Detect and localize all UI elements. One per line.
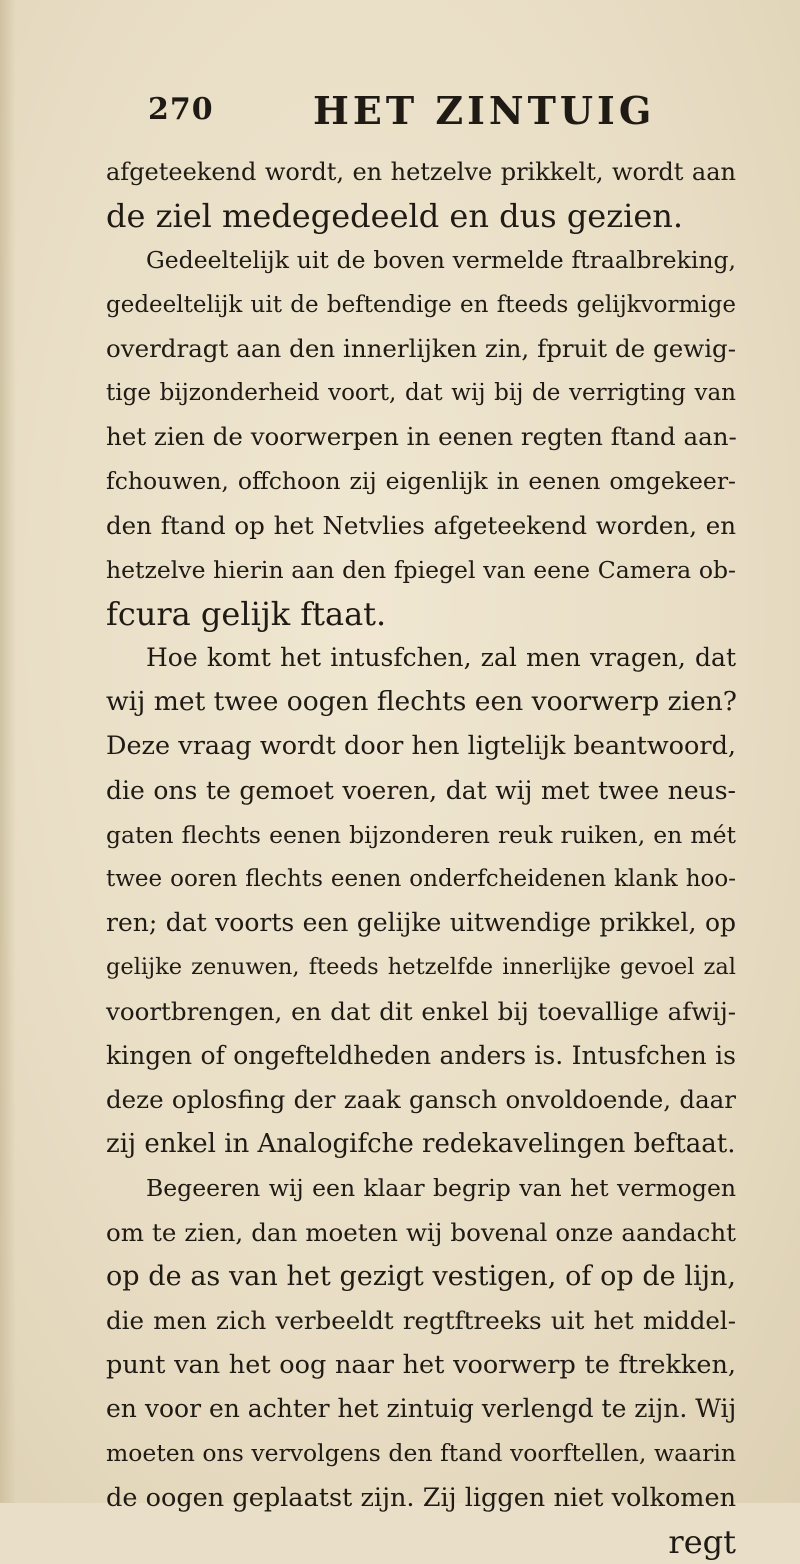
text-line: zij enkel in Analogifche redekavelingen beftaat. xyxy=(106,1129,736,1160)
text-line: deze oplosfing der zaak gansch onvoldoende, daar xyxy=(106,1084,736,1114)
text-line: hetzelve hierin aan den fpiegel van eene Camera ob- xyxy=(106,555,736,584)
text-line: de oogen geplaatst zijn. Zij liggen niet volkomen xyxy=(106,1482,736,1513)
text-line: punt van het oog naar het voorwerp te ftrekken, xyxy=(106,1350,736,1381)
text-line: wij met twee oogen flechts een voorwerp zien? xyxy=(106,686,738,718)
text-line: gedeeltelijk uit de beftendige en fteeds gelijkvormige xyxy=(106,291,736,318)
page-number: 270 xyxy=(148,92,214,127)
body-text xyxy=(106,150,736,1564)
text-line: ren; dat voorts een gelijke uitwendige prikkel, op xyxy=(106,908,736,938)
text-line: die men zich verbeeldt regtftreeks uit het middel- xyxy=(106,1305,736,1335)
text-line: Gedeeltelijk uit de boven vermelde ftraalbreking, xyxy=(146,246,736,275)
text-line: om te zien, dan moeten wij bovenal onze aandacht xyxy=(106,1217,736,1247)
text-line: op de as van het gezigt vestigen, of op de lijn, xyxy=(106,1260,736,1292)
text-line: moeten ons vervolgens den ftand voorftellen, waarin xyxy=(106,1439,736,1468)
text-line: Begeeren wij een klaar begrip van het vermogen xyxy=(146,1174,736,1203)
catchword: regt xyxy=(668,1522,736,1561)
page-edge-shadow xyxy=(0,0,16,1503)
text-line: Deze vraag wordt door hen ligtelijk beantwoord, xyxy=(106,731,736,762)
text-line: fcura gelijk ftaat. xyxy=(106,594,387,633)
text-line: het zien de voorwerpen in eenen regten ftand aan- xyxy=(106,422,737,452)
text-line: Hoe komt het intusfchen, zal men vragen, dat xyxy=(146,643,736,673)
text-line: fchouwen, offchoon zij eigenlijk in eenen omgekeer- xyxy=(106,467,736,496)
text-line: overdragt aan den innerlijken zin, fpruit de gewig- xyxy=(106,333,736,363)
text-line: twee ooren flechts eenen onderfcheidenen klank hoo- xyxy=(106,866,736,892)
running-title: HET ZINTUIG xyxy=(313,88,656,133)
text-line: afgeteekend wordt, en hetzelve prikkelt, wordt aan xyxy=(106,158,736,186)
text-line: die ons te gemoet voeren, dat wij met twee neus- xyxy=(106,775,736,805)
text-line: gelijke zenuwen, fteeds hetzelfde innerlijke gevoel zal xyxy=(106,954,736,981)
text-line: gaten flechts eenen bijzonderen reuk ruiken, en mét xyxy=(106,820,736,849)
page-header xyxy=(148,88,708,132)
text-line: tige bijzonderheid voort, dat wij bij de verrigting van xyxy=(106,379,736,406)
text-line: de ziel medegedeeld en dus gezien. xyxy=(106,197,684,236)
text-line: kingen of ongefteldheden anders is. Intusfchen is xyxy=(106,1040,736,1070)
text-line: voortbrengen, en dat dit enkel bij toevallige afwij- xyxy=(106,996,736,1026)
text-line: den ftand op het Netvlies afgeteekend worden, en xyxy=(106,510,736,540)
text-line: en voor en achter het zintuig verlengd te zijn. Wij xyxy=(106,1394,737,1424)
